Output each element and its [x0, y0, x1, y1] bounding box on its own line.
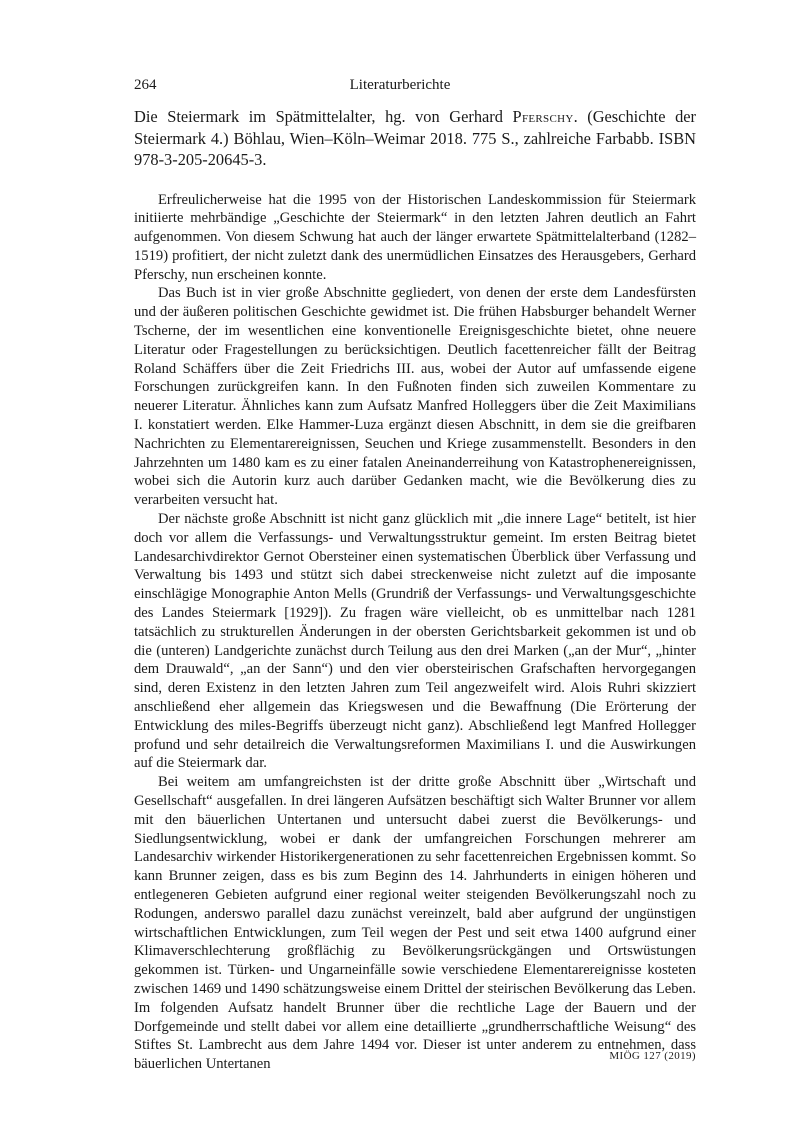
running-head: Literaturberichte [349, 77, 451, 93]
book-citation [134, 106, 696, 171]
paragraph: Das Buch ist in vier große Abschnitte gegliedert, von denen der erste dem Landesfürsten und der äußeren politischen Geschichte gewidmet ist. Die frühen Habsburger behandelt Werner Tscherne, der im wesentlichen eine konventionelle Ereignisgeschichte bietet, ohne neuere Literatur oder Fragestellungen zu berücksichtigen. Deutlich facettenreicher fällt der Beitrag Roland Schäffers über die Zeit Friedrichs III. aus, wobei der Autor auf umfassende eigene Forschungen zurückgreifen kann. In den Fußnoten finden sich zuweilen Kommentare zu neuerer Literatur. Ähnliches kann zum Aufsatz Manfred Holleggers über die Zeit Maximilians I. konstatiert werden. Elke Hammer-Luza ergänzt diesen Abschnitt, in dem sie die greifbaren Nachrichten zu Elementarereignissen, Seuchen und Kriege zusammenstellt. Besonders in den Jahrzehnten um 1480 kam es zu einer fatalen Aneinanderreihung von Katastrophenereignissen, wobei sich die Autorin kurz auch darüber Gedanken macht, wie die Bevölkerung dies zu verarbeiten versucht hat. [134, 285, 696, 509]
page-number: 264 [134, 77, 157, 93]
citation-text-after: . (Geschichte der Steiermark 4.) Böhlau, Wien–Köln–Weimar 2018. 775 S., zahlreiche Farbabb. ISBN 978-3-205-20645-3. [134, 107, 697, 169]
journal-footer: MIÖG 127 (2019) [609, 1050, 696, 1062]
review-body [134, 191, 696, 1074]
page-content [134, 106, 696, 1074]
paragraph: Bei weitem am umfangreichsten ist der dritte große Abschnitt über „Wirtschaft und Gesellschaft“ ausgefallen. In drei längeren Aufsätzen beschäftigt sich Walter Brunner vor allem mit den bäuerlichen Untertanen und untersucht dabei zuerst die Bevölkerungs- und Siedlungsentwicklung, wobei er dank der umfangreichen Forschungen mehrerer am Landesarchiv wirkender Historikergenerationen zu sehr facettenreichen Ergebnissen kommt. So kann Brunner zeigen, dass es bis zum Beginn des 14. Jahrhunderts in einigen höheren und entlegeneren Gebieten aufgrund einer regional weiter steigenden Bevölkerungszahl noch zu Rodungen, anderswo parallel dazu zunächst vereinzelt, bald aber aufgrund der ungünstigen wirtschaftlichen Entwicklungen, zum Teil wegen der Pest und seit etwa 1400 aufgrund einer Klimaverschlechterung großflächig zu Bevölkerungsrückgängen und Ortswüstungen gekommen ist. Türken- und Ungarneinfälle sowie verschiedene Elementarereignisse kosteten zwischen 1469 und 1490 schätzungsweise einem Drittel der steirischen Bevölkerung das Leben. Im folgenden Aufsatz handelt Brunner über die rechtliche Lage der Bauern und der Dorfgemeinde und stellt dabei vor allem eine detaillierte „grundherrschaftliche Weisung“ des Stiftes St. Lambrecht aus dem Jahre 1494 vor. Dieser ist unter anderem zu entnehmen, dass bäuerlichen Untertanen [134, 774, 696, 1073]
citation-editor-surname: Pferschy [512, 107, 574, 126]
citation-text-before: Die Steiermark im Spätmittelalter, hg. von Gerhard [134, 107, 513, 126]
paragraph: Der nächste große Abschnitt ist nicht ganz glücklich mit „die innere Lage“ betitelt, ist hier doch vor allem die Verfassungs- und Verwaltungsstruktur gemeint. Im ersten Beitrag bietet Landesarchivdirektor Gernot Obersteiner einen systematischen Überblick über Verfassung und Verwaltung bis 1493 und stützt sich dabei streckenweise nicht zuletzt auf die imposante einschlägige Monographie Anton Mells (Grundriß der Verfassungs- und Verwaltungsgeschichte des Landes Steiermark [1929]). Zu fragen wäre vielleicht, ob es unmittelbar nach 1281 tatsächlich zu strukturellen Änderungen in der obersten Gerichtsbarkeit gekommen ist und ob die (unteren) Landgerichte zunächst durch Teilung aus den drei Marken („an der Mur“, „hinter dem Drauwald“, „an der Sann“) und den vier obersteirischen Grafschaften hervorgegangen sind, deren Existenz in den letzten Jahren zum Teil angezweifelt wird. Alois Ruhri skizziert anschließend eher allgemein das Kriegswesen und die Bewaffnung (Die Erörterung der Entwicklung des miles-Begriffs überzeugt nicht ganz). Abschließend legt Manfred Hollegger profund und sehr detailreich die Verwaltungsreformen Maximilians I. und die Auswirkungen auf die Steiermark dar. [134, 511, 696, 772]
paragraph: Erfreulicherweise hat die 1995 von der Historischen Landeskommission für Steiermark initiierte mehrbändige „Geschichte der Steiermark“ in den letzten Jahren deutlich an Fahrt aufgenommen. Von diesem Schwung hat auch der länger erwartete Spätmittelalterband (1282–1519) profitiert, der nicht zuletzt dank des unermüdlichen Einsatzes des Herausgebers, Gerhard Pferschy, nun erscheinen konnte. [134, 191, 696, 283]
